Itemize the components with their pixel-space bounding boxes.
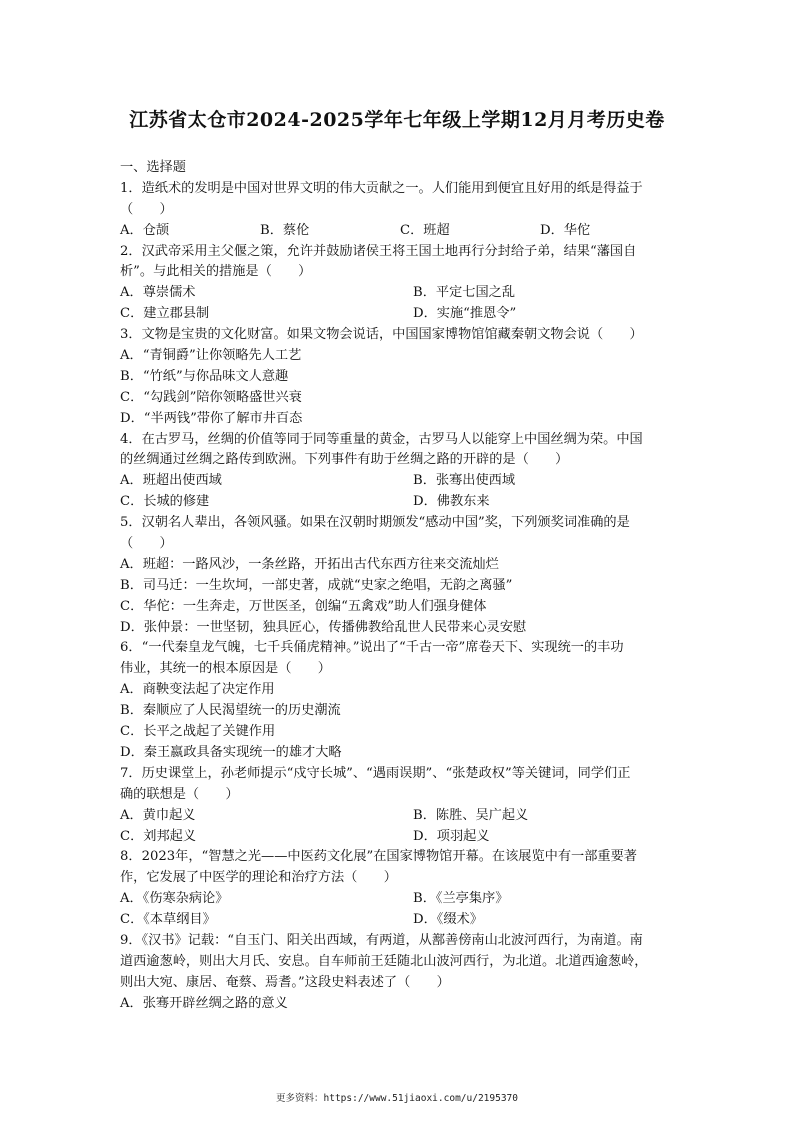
option-d: D．“半两钱”带你了解市井百态 [120, 410, 303, 426]
options-row [120, 910, 680, 931]
option-b: B．司马迁：一生坎坷，一部史著，成就“史家之绝唱，无韵之离骚” [120, 577, 513, 593]
option-d: D．《缀术》 [413, 912, 483, 928]
option-b: B．平定七国之乱 [413, 285, 516, 301]
option-d: D．佛教东来 [413, 494, 490, 510]
options-row [120, 806, 680, 827]
section-heading: 一、选择题 [120, 160, 186, 175]
option-d: D．张仲景：一世坚韧，独具匠心，传播佛教给乱世人民带来心灵安慰 [120, 619, 527, 635]
option-d: D．项羽起义 [413, 828, 490, 844]
question-text: 作，它发展了中医学的理论和治疗方法（ ） [120, 870, 397, 886]
option-c: C．长平之战起了关键作用 [120, 724, 276, 740]
options-row [120, 492, 680, 513]
footer-link[interactable]: 更多资料：https://www.51jiaoxi.com/u/2195370 [276, 1093, 518, 1104]
option-d: D．秦王嬴政具备实现统一的雄才大略 [120, 744, 342, 760]
option-a: A．班超：一路风沙，一条丝路，开拓出古代东西方往来交流灿烂 [120, 556, 499, 572]
option-b: B．秦顺应了人民渴望统一的历史潮流 [120, 703, 341, 719]
question-text: 4．在古罗马，丝绸的价值等同于同等重量的黄金，古罗马人以能穿上中国丝绸为荣。中国 [120, 431, 643, 447]
option-a: A．《伤寒杂病论》 [120, 891, 229, 907]
options-row [120, 304, 680, 325]
option-d: D．华佗 [540, 222, 591, 238]
question-text: 6．“一代秦皇龙气魄，七千兵俑虎精神。”说出了“千古一帝”席卷天下、实现统一的丰功 [120, 640, 624, 656]
question-text: 道西逾葱岭，则出大月氏、安息。自车师前王廷随北山波河西行，为北道。北道西逾葱岭， [120, 953, 648, 969]
option-b: B．蔡伦 [260, 222, 310, 238]
question-text: 1．造纸术的发明是中国对世界文明的伟大贡献之一。人们能用到便宜且好用的纸是得益于 [120, 180, 643, 196]
option-c: C．长城的修建 [120, 494, 210, 510]
option-c: C．“勾践剑”陪你领略盛世兴衰 [120, 389, 302, 405]
question-text: 析”。与此相关的措施是（ ） [120, 264, 312, 280]
question-1 [120, 179, 680, 242]
option-c: C．华佗：一生奔走，万世医圣，创编“五禽戏”助人们强身健体 [120, 598, 487, 614]
options-row [120, 889, 680, 910]
option-b: B．张骞出使西域 [413, 473, 516, 489]
question-8 [120, 847, 680, 931]
options-row [120, 221, 680, 242]
option-a: A．黄巾起义 [120, 807, 196, 823]
question-text: 5．汉朝名人辈出，各领风骚。如果在汉朝时期颁发“感动中国”奖，下列颁奖词准确的是 [120, 515, 630, 531]
question-body [120, 158, 680, 1015]
option-d: D．实施“推恩令” [413, 306, 517, 322]
question-2 [120, 242, 680, 326]
question-3 [120, 325, 680, 429]
option-a: A．班超出使西域 [120, 473, 222, 489]
question-4 [120, 430, 680, 514]
question-text: 8．2023年，“智慧之光——中医药文化展”在国家博物馆开幕。在该展览中有一部重要著 [120, 849, 637, 865]
question-7 [120, 764, 680, 848]
options-row [120, 283, 680, 304]
question-text: 的丝绸通过丝绸之路传到欧洲。下列事件有助于丝绸之路的开辟的是（ ） [120, 452, 569, 468]
question-text: 则出大宛、康居、奄蔡、焉耆。”这段史料表述了（ ） [120, 974, 450, 990]
option-a: A．仓颉 [120, 222, 170, 238]
question-text: 2．汉武帝采用主父偃之策，允许并鼓励诸侯王将王国土地再行分封给子弟，结果“藩国自 [120, 243, 637, 259]
option-c: C．刘邦起义 [120, 828, 197, 844]
option-a: A．张骞开辟丝绸之路的意义 [120, 995, 288, 1011]
question-text: （ ） [120, 201, 173, 217]
option-c: C．建立郡县制 [120, 306, 210, 322]
option-a: A．商鞅变法起了决定作用 [120, 682, 275, 698]
question-text: （ ） [120, 536, 173, 552]
question-text: 7．历史课堂上，孙老师提示“戍守长城”、“遇雨误期”、“张楚政权”等关键词，同学们正 [120, 765, 631, 781]
question-text: 确的联想是（ ） [120, 786, 239, 802]
option-b: B．《兰亭集序》 [413, 891, 509, 907]
question-6 [120, 638, 680, 763]
option-a: A．尊崇儒术 [120, 285, 196, 301]
question-text: 伟业，其统一的根本原因是（ ） [120, 661, 331, 677]
option-a: A．“青铜爵”让你领略先人工艺 [120, 348, 302, 364]
options-row [120, 827, 680, 848]
question-text: 3．文物是宝贵的文化财富。如果文物会说话，中国国家博物馆馆藏秦朝文物会说（ ） [120, 327, 643, 343]
question-9 [120, 931, 680, 1015]
option-c: C．班超 [400, 222, 450, 238]
question-5 [120, 513, 680, 638]
options-row [120, 471, 680, 492]
question-text: 9．《汉书》记载：“自玉门、阳关出西域，有两道，从鄯善傍南山北波河西行，为南道。南 [120, 932, 643, 948]
page-title: 江苏省太仓市2024-2025学年七年级上学期12月月考历史卷 [129, 109, 665, 131]
option-b: B．“竹纸”与你品味文人意趣 [120, 368, 289, 384]
option-b: B．陈胜、吴广起义 [413, 807, 529, 823]
option-c: C．《本草纲目》 [120, 912, 216, 928]
